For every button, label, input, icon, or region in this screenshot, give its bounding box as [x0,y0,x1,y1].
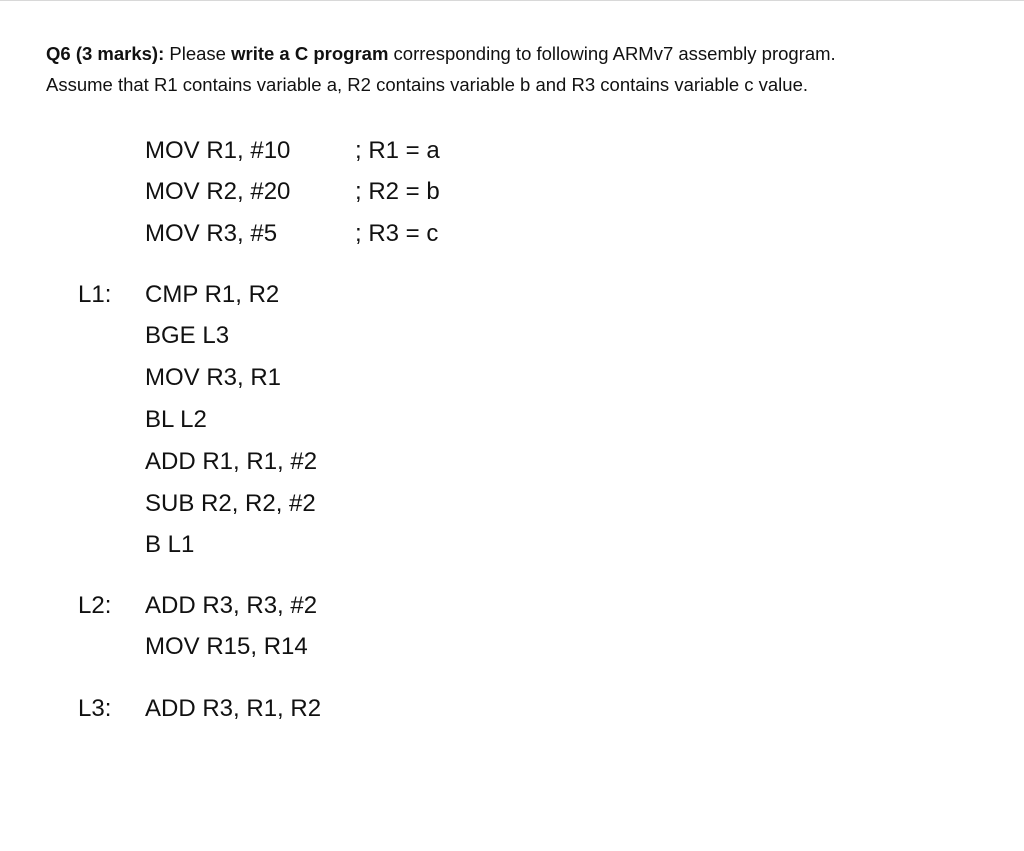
question-number: Q6 (3 marks): [46,43,165,64]
question-line-1 [46,38,1006,69]
question-text-part-1: Please [164,43,232,64]
code-line: ADD R3, R1, R2 [145,695,322,722]
code-comment-r3: ; R3 = c [355,220,439,247]
code-line: SUB R2, R2, #2 [145,490,316,517]
question-text [46,38,1006,100]
label-l2: L2: [78,592,112,619]
code-line: CMP R1, R2 [145,281,280,308]
label-l3: L3: [78,695,112,722]
code-line: BGE L3 [145,322,230,349]
code-line-mov-r2: MOV R2, #20 [145,178,291,205]
code-line-mov-r1: MOV R1, #10 [145,137,291,164]
code-line: MOV R15, R14 [145,633,308,660]
code-comment-r1: ; R1 = a [355,137,440,164]
code-line-mov-r3: MOV R3, #5 [145,220,278,247]
code-line: BL L2 [145,406,207,433]
code-line: ADD R1, R1, #2 [145,448,318,475]
code-line: ADD R3, R3, #2 [145,592,318,619]
question-emphasis: write a C program [231,43,389,64]
question-line-2: Assume that R1 contains variable a, R2 contains variable b and R3 contains variable c value. [46,74,809,95]
code-comment-r2: ; R2 = b [355,178,440,205]
code-line: B L1 [145,531,195,558]
label-l1: L1: [78,281,112,308]
page-top-border [0,0,1024,1]
code-line: MOV R3, R1 [145,364,282,391]
question-text-part-2: corresponding to following ARMv7 assembly program. [388,43,836,64]
